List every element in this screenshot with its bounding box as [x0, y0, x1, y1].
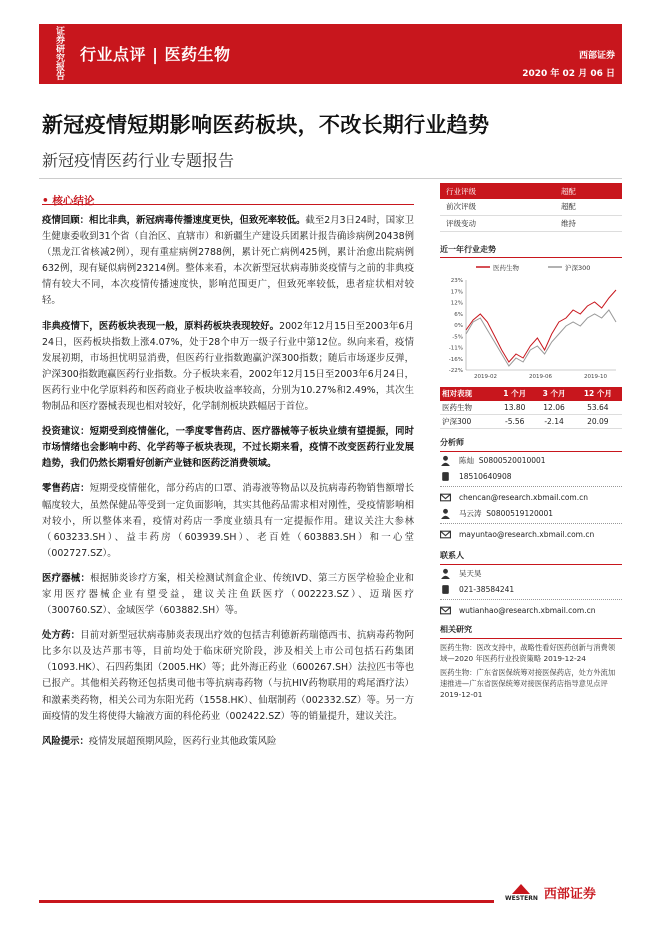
separator — [440, 486, 622, 487]
paragraph-text: 短期受疫情催化，部分药店的口罩、消毒液等物品以及抗病毒药物销售额增长幅度较大，虽然保健品等受到一定负面影响，其实其他药品需求相对刚性，受疫情影响相对较小，所以整体来看，疫情对药店一季度业绩具有一定提振作用。建议关注大参林（603233.SH）、益丰药房（603939.SH）、老百姓（603883.SH）和一心堂（002727.SZ）。 — [42, 483, 414, 559]
paragraph-text: 根据肺炎诊疗方案，相关检测试剂盒企业、传统IVD、第三方医学检验企业和家用医疗器械企业有望受益，建议关注鱼跃医疗（002223.SZ）、迈瑞医疗（300760.SZ）、金域医学（603882.SH）等。 — [42, 572, 414, 617]
returns-cell: 沪深300 — [440, 415, 495, 429]
sidebar — [440, 183, 622, 700]
y-tick-label: 6% — [454, 311, 463, 318]
analyst-email-row — [440, 526, 622, 542]
paragraph-rx — [42, 628, 414, 725]
report-subtitle: 新冠疫情医药行业专题报告 — [42, 151, 235, 170]
analyst-email-row — [440, 489, 622, 505]
legend-label: 医药生物 — [493, 263, 519, 272]
email-icon — [440, 605, 451, 616]
paragraph-label: 非典疫情下， — [42, 320, 99, 332]
returns-cell: 20.09 — [574, 415, 622, 429]
phone-icon — [440, 584, 451, 595]
person-icon — [440, 455, 451, 466]
rating-row — [440, 215, 622, 231]
paragraph-lead: 相比非典，新冠病毒传播速度更快，但致死率较低。 — [89, 215, 306, 226]
section-title: 核心结论 — [52, 195, 95, 207]
paragraph-label: 处方药： — [42, 630, 81, 642]
returns-cell: 13.80 — [495, 401, 534, 415]
contact-name-row — [440, 565, 622, 581]
analyst-email[interactable]: mayuntao@research.xbmail.com.cn — [459, 529, 595, 539]
returns-header-cell: 1 个月 — [495, 387, 534, 401]
logo-mark — [505, 883, 538, 902]
title-divider — [39, 178, 622, 179]
section-heading — [42, 189, 414, 205]
report-body — [42, 213, 414, 759]
y-tick-label: -11% — [448, 345, 463, 351]
paragraph-lead: 短期受到疫情催化，一季度零售药店、医疗器械等子板块业绩有望提振，同时市场情绪也会影响中药、化学药等子板块表现，不过长期来看，疫情不改变医药行业发展趋势，我们仍然长期看好创新产业链和医药泛消费领域。 — [42, 426, 414, 470]
analyst-email[interactable]: chencan@research.xbmail.com.cn — [459, 492, 588, 502]
rating-row — [440, 199, 622, 215]
contact-heading: 联系人 — [440, 550, 622, 565]
series-line — [466, 310, 616, 366]
returns-header — [440, 387, 622, 401]
paragraph-pharmacy — [42, 481, 414, 561]
report-title: 新冠疫情短期影响医药板块，不改长期行业趋势 — [42, 113, 490, 137]
returns-cell: 医药生物 — [440, 401, 495, 415]
report-date: 2020 年 02 月 06 日 — [522, 69, 615, 79]
returns-cell: -5.56 — [495, 415, 534, 429]
y-tick-label: 17% — [450, 288, 463, 295]
paragraph-text: 疫情发展超预期风险，医药行业其他政策风险 — [88, 735, 277, 747]
paragraph-advice — [42, 424, 414, 472]
related-item[interactable]: 医药生物：广东省医保统筹对接医保药店，处方外流加速推进—广东省医保统筹对接医保药店指导意见点评 2019-12-01 — [440, 668, 616, 699]
related-item[interactable]: 医药生物：医改支持中，战略性看好医药创新与消费领域—2020 年医药行业投资策略 2019-12-24 — [440, 643, 616, 663]
paragraph-text: 目前对新型冠状病毒肺炎表现出疗效的包括吉利德新药瑞德西韦、抗病毒药物阿比多尔以及达芦那韦等，目前均处于临床研究阶段，涉及相关上市公司包括石药集团（1093.HK）、石四药集团（2005.HK）等；此外海正药业（600267.SH）法拉匹韦等也已报产。其他相关药物还包括奥司他韦等抗病毒药物（与抗HIV药物联用的鸡尾酒疗法）和激素类药物，相关公司为东阳光药（1558.HK）、仙琚制药（002332.SZ）等。另一方面疫情的发生将使得大输液方面的科伦药业（002422.SZ）等的销量提升，建议关注。 — [42, 630, 414, 722]
separator — [440, 599, 622, 600]
returns-header-cell: 3 个月 — [534, 387, 573, 401]
rating-key: 前次评级 — [440, 199, 555, 215]
rating-key: 行业评级 — [440, 183, 555, 199]
category-label: 行业点评 | 医药生物 — [80, 45, 231, 64]
rating-value: 超配 — [555, 199, 622, 215]
footer-logo — [505, 883, 596, 902]
analyst-cert: S0800520010001 — [478, 455, 546, 465]
paragraph-text: 截至2月3日24时，国家卫生健康委收到31个省（自治区、直辖市）和新疆生产建设兵团累计报告确诊病例20438例（黑龙江省核减2例），现有重症病例2788例，累计死亡病例425例，累计治愈出院病例632例，现有疑似病例23214例。整体来看，本次新型冠状病毒肺炎疫情与之前的非典疫情有较大不同，本次疫情传播速度快，影响范围更广，但致死率较低，患者症状相对较轻。 — [42, 215, 414, 307]
chart-svg — [440, 258, 622, 383]
analyst-name: 马云涛 — [459, 508, 482, 518]
rating-table — [440, 183, 622, 232]
y-tick-label: 0% — [454, 322, 463, 329]
contact-email-row — [440, 602, 622, 618]
returns-header-cell: 相对表现 — [440, 387, 495, 401]
rating-row — [440, 183, 622, 199]
returns-cell: -2.14 — [534, 415, 573, 429]
performance-chart — [440, 258, 622, 383]
x-tick-label: 2019-02 — [474, 373, 497, 380]
returns-row — [440, 415, 622, 429]
returns-header-cell: 12 个月 — [574, 387, 622, 401]
returns-table — [440, 387, 622, 430]
paragraph-text: 2002年12月15日至2003年6月24日，医药板块指数上涨4.07%，处于28个申万一级子行业中第12位。纵向来看，疫情发展初期，市场担忧明显消费，但医药行业指数跑赢沪深300指数；随后市场逐步反弹，沪深300指数跑赢医药行业指数。分子板块来看，2002年12月15日至2003年6月24日，医药行业中化学原料药和医药商业子板块收益率较高，分别为10.27%和2.49%，其次生物制品和医疗器械表现也相对较好，化学制剂板块跌幅居于首位。 — [42, 320, 414, 413]
paragraph-devices — [42, 571, 414, 619]
returns-cell: 53.64 — [574, 401, 622, 415]
chart-title: 近一年行业走势 — [440, 244, 622, 258]
y-tick-label: -22% — [448, 367, 463, 374]
analyst-cert: S0800519120001 — [486, 508, 554, 518]
separator — [440, 523, 622, 524]
logo-mark-text: WESTERN — [505, 895, 538, 902]
footer-bar — [39, 900, 494, 903]
rating-key: 评级变动 — [440, 215, 555, 231]
paragraph-risk — [42, 734, 414, 750]
series-line — [466, 290, 616, 362]
section-bullet-icon: • — [42, 195, 53, 207]
paragraph-lead: 医药板块表现一般，原料药板块表现较好。 — [98, 320, 280, 332]
paragraph-label: 零售药店： — [42, 483, 90, 495]
person-icon — [440, 508, 451, 519]
contact-email[interactable]: wutianhao@research.xbmail.com.cn — [459, 605, 596, 615]
contact-phone: 021-38584241 — [459, 584, 515, 594]
analyst-phone: 18510640908 — [459, 471, 512, 481]
paragraph-label: 投资建议： — [42, 426, 90, 438]
related-heading: 相关研究 — [440, 624, 622, 639]
logo-icon — [511, 883, 531, 895]
paragraph-review — [42, 213, 414, 310]
y-tick-label: -5% — [452, 333, 463, 340]
contact-phone-row — [440, 581, 622, 597]
rating-value: 维持 — [555, 215, 622, 231]
x-tick-label: 2019-06 — [529, 373, 552, 380]
y-tick-label: -16% — [448, 356, 463, 363]
legend-label: 沪深300 — [565, 263, 591, 272]
contact-name: 吴天昊 — [459, 568, 482, 578]
y-tick-label: 23% — [450, 277, 463, 284]
analyst-phone-row — [440, 468, 622, 484]
x-tick-label: 2019-10 — [584, 373, 607, 380]
rating-value: 超配 — [555, 183, 622, 199]
person-icon — [440, 568, 451, 579]
paragraph-label: 医疗器械： — [42, 572, 91, 584]
returns-cell: 12.06 — [534, 401, 573, 415]
email-icon — [440, 492, 451, 503]
analyst-name-row — [440, 452, 622, 468]
analysts-heading: 分析师 — [440, 437, 622, 452]
footer-brand: 西部证券 — [543, 887, 596, 902]
y-tick-label: 12% — [450, 300, 463, 306]
paragraph-label: 疫情回顾： — [42, 215, 90, 226]
email-icon — [440, 529, 451, 540]
paragraph-label: 风险提示： — [42, 735, 89, 747]
company-name: 西部证券 — [578, 51, 615, 61]
paragraph-sars — [42, 319, 414, 416]
analyst-name-row — [440, 505, 622, 521]
phone-icon — [440, 471, 451, 482]
returns-row — [440, 401, 622, 415]
report-type-label: 证券研究报告 — [54, 26, 64, 80]
analyst-name: 陈灿 — [459, 455, 474, 465]
